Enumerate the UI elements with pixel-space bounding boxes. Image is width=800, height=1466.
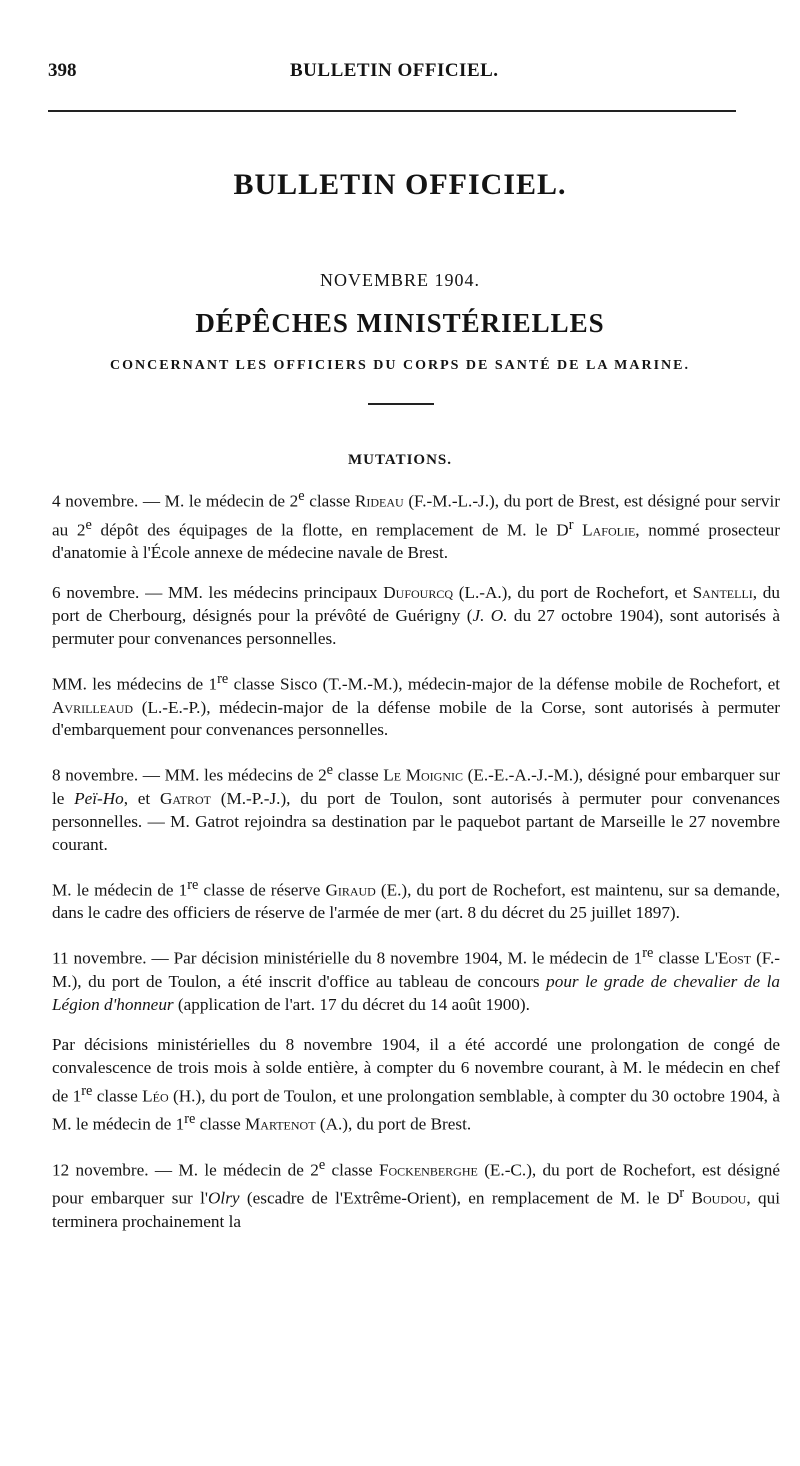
officer-name: Giraud (325, 880, 376, 900)
text-run: du 27 octobre 1904), sont autorisés à permuter pour convenances personnelles. (52, 606, 781, 648)
text-run: classe (195, 1114, 245, 1134)
text-run: (L.-A.), du port de Rochefort, et (453, 583, 693, 603)
paragraph-giraud (52, 874, 780, 926)
text-run: (M.-P.-J.), du port de Toulon, sont autorisés à permuter pour convenances personnelles. — M. Gatrot rejoindra sa destination par le paquebot partant de Marseille le 27 novembre courant. (52, 789, 780, 854)
text-run: (F.-M.-L.-J.), du port de Brest, est désigné pour servir au 2 (52, 491, 780, 540)
superscript: re (81, 1082, 93, 1099)
officer-name: Léo (142, 1086, 169, 1106)
officer-name: Boudou (691, 1189, 747, 1209)
officer-name: Fockenberghe (378, 1160, 478, 1180)
paragraph-sisco-avrilleaud (52, 668, 780, 742)
officer-name: L'Eost (704, 949, 752, 968)
superscript: e (318, 1156, 326, 1173)
text-run: (H.), du port de Toulon, et une prolongation semblable, à compter du 30 octobre 1904, à M. le médecin de 1 (52, 1086, 780, 1134)
text-run: (E.), du port de Rochefort, est maintenu, sur sa demande, dans le cadre des officiers de réserve de l'armée de mer (art. 8 du décret du 25 juillet 1897). (52, 880, 780, 923)
text-run (573, 520, 582, 539)
text-run: 8 novembre. — MM. les médecins de 2 (52, 766, 327, 786)
text-run: classe (92, 1086, 143, 1106)
text-run: (A.), du port de Brest. (315, 1114, 472, 1134)
paragraph-12-novembre (52, 1154, 780, 1234)
section-rule (368, 403, 434, 405)
text-run: (application de l'art. 17 du décret du 14 août 1900). (173, 994, 530, 1014)
text-run: , nommé prosecteur d'anatomie à l'École annexe de médecine navale de Brest. (52, 520, 781, 563)
paragraph-8-novembre (52, 759, 780, 856)
text-run: MM. les médecins de 1 (52, 674, 218, 694)
text-run: , et (123, 789, 160, 808)
superscript: e (326, 762, 334, 779)
page-number: 398 (48, 60, 77, 81)
text-run: 12 novembre. — M. le médecin de 2 (52, 1160, 319, 1180)
ship-name: Peï-Ho (74, 789, 124, 808)
officer-name: Avrilleaud (52, 697, 134, 717)
officer-name: Rideau (354, 491, 404, 511)
text-run: (escadre de l'Extrême-Orient), en remplacement de M. le D (239, 1189, 680, 1209)
text-run: classe de réserve (198, 880, 326, 900)
body-text (52, 485, 780, 1251)
text-run: 11 novembre. — Par décision ministérielle du 8 novembre 1904, M. le médecin de 1 (52, 949, 643, 968)
text-run: (E.-C.), du port de Rochefort, est désigné pour embarquer sur l' (52, 1160, 780, 1209)
main-title: BULLETIN OFFICIEL. (233, 168, 567, 201)
officer-name: Le Moignic (383, 766, 463, 786)
officer-name: Gatrot (159, 789, 212, 808)
text-run: (E.-E.-A.-J.-M.), désigné pour embarquer sur le (52, 766, 780, 808)
paragraph-6-novembre (52, 582, 780, 651)
superscript: r (679, 1185, 685, 1202)
officer-name: Lafolie (582, 520, 636, 540)
running-header (48, 60, 748, 90)
superscript: e (298, 488, 305, 504)
text-run: classe (304, 491, 355, 511)
superscript: re (217, 670, 229, 687)
superscript: re (642, 945, 654, 962)
officer-name: Dufourcq (383, 583, 453, 603)
text-run: classe (333, 766, 384, 786)
text-run: , du port de Cherbourg, désignés pour la prévôté de Guérigny ( (52, 583, 780, 626)
section-title: MUTATIONS. (347, 452, 453, 468)
paragraph-4-novembre (52, 485, 780, 565)
text-run: (L.-E.-P.), médecin-major de la défense mobile de la Corse, sont autorisés à permuter d'embarquement pour convenances personnelles. (52, 697, 780, 740)
dispatches-title: DÉPÊCHES MINISTÉRIELLES (195, 308, 605, 338)
text-run: dépôt des équipages de la flotte, en remplacement de M. le D (91, 520, 569, 540)
text-run: classe Sisco (T.-M.-M.), médecin-major de la défense mobile de Rochefort, et (228, 674, 780, 694)
officer-name: Santelli (692, 583, 753, 603)
superscript: r (568, 516, 574, 533)
text-run: 6 novembre. — MM. les médecins principaux (52, 583, 384, 603)
superscript: re (187, 876, 199, 893)
journal-reference: J. O. (472, 606, 508, 626)
running-title: BULLETIN OFFICIEL. (290, 60, 499, 81)
ship-name: Olry (208, 1189, 240, 1209)
text-run: Par décisions ministérielles du 8 novembre 1904, il a été accordé une prolongation de congé de convalescence de trois mois à solde entière, à compter du 6 novembre courant, à M. le médecin en chef de 1 (52, 1034, 780, 1106)
honour-grade: pour le grade de chevalier de la Légion d'honneur (52, 971, 780, 1014)
text-run: , qui terminera prochainement la (52, 1189, 780, 1232)
text-run: M. le médecin de 1 (52, 880, 188, 900)
superscript: re (184, 1111, 196, 1128)
paragraph-conges (52, 1034, 780, 1137)
text-run: classe (325, 1160, 379, 1180)
officer-name: Martenot (245, 1114, 316, 1134)
month-heading: NOVEMBRE 1904. (319, 270, 480, 290)
text-run: classe (653, 949, 705, 968)
header-rule (48, 110, 736, 112)
text-run: 4 novembre. — M. le médecin de 2 (52, 491, 299, 511)
text-run: (F.-M.), du port de Toulon, a été inscrit d'office au tableau de concours (52, 949, 780, 991)
dispatches-subtitle: CONCERNANT LES OFFICIERS DU CORPS DE SANTÉ DE LA MARINE. (109, 358, 691, 373)
superscript: e (85, 516, 92, 533)
paragraph-11-novembre (52, 942, 780, 1016)
text-run (684, 1189, 691, 1208)
